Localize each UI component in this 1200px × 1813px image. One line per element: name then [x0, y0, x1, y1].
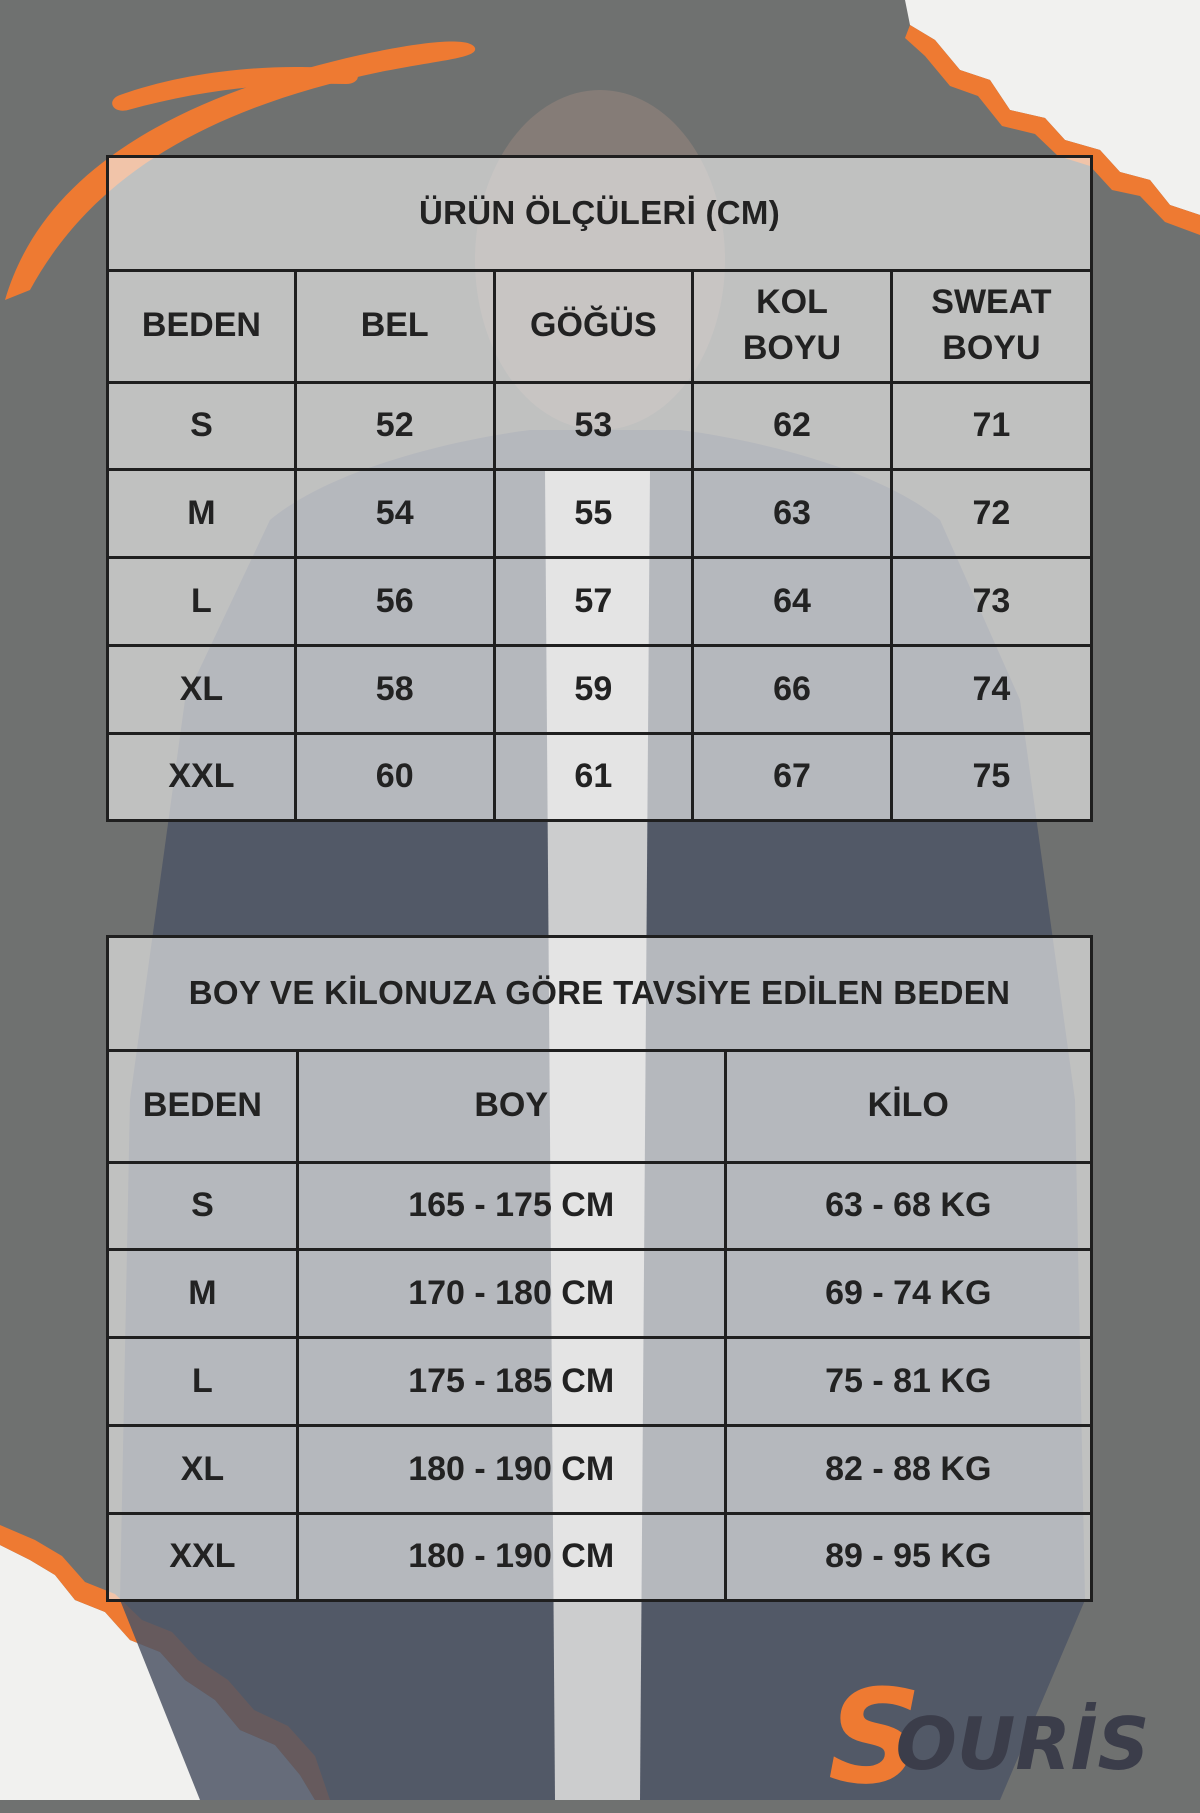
- column-header-sweat-length: [891, 270, 1090, 382]
- cell-waist: 56: [295, 558, 494, 646]
- cell-size: XL: [109, 646, 295, 734]
- cell-length: 75: [891, 734, 1090, 819]
- cell-weight: 89 - 95 KG: [725, 1514, 1090, 1599]
- table-row: [109, 1426, 1090, 1514]
- cell-chest: 55: [494, 470, 693, 558]
- cell-height: 180 - 190 CM: [297, 1426, 725, 1514]
- table-title: ÜRÜN ÖLÇÜLERİ (CM): [109, 158, 1090, 270]
- cell-weight: 82 - 88 KG: [725, 1426, 1090, 1514]
- cell-chest: 59: [494, 646, 693, 734]
- table-row: [109, 1162, 1090, 1250]
- cell-length: 72: [891, 470, 1090, 558]
- cell-height: 170 - 180 CM: [297, 1250, 725, 1338]
- cell-sleeve: 66: [693, 646, 892, 734]
- product-measurements-table: [106, 155, 1093, 822]
- cell-weight: 75 - 81 KG: [725, 1338, 1090, 1426]
- cell-size: S: [109, 382, 295, 470]
- column-header-height: BOY: [297, 1050, 725, 1162]
- cell-chest: 57: [494, 558, 693, 646]
- cell-length: 73: [891, 558, 1090, 646]
- header-line: SWEAT: [931, 283, 1052, 322]
- cell-size: L: [109, 558, 295, 646]
- cell-waist: 54: [295, 470, 494, 558]
- header-line: BOYU: [742, 329, 842, 367]
- column-header-size: BEDEN: [109, 270, 295, 382]
- cell-sleeve: 67: [693, 734, 892, 819]
- header-line: KOL: [756, 283, 828, 322]
- cell-sleeve: 63: [693, 470, 892, 558]
- cell-length: 71: [891, 382, 1090, 470]
- cell-sleeve: 62: [693, 382, 892, 470]
- cell-chest: 61: [494, 734, 693, 819]
- table-row: [109, 470, 1090, 558]
- brand-logo: [828, 1661, 1150, 1813]
- cell-size: XXL: [109, 1514, 297, 1599]
- cell-waist: 52: [295, 382, 494, 470]
- cell-size: S: [109, 1162, 297, 1250]
- cell-height: 175 - 185 CM: [297, 1338, 725, 1426]
- cell-size: XXL: [109, 734, 295, 819]
- cell-sleeve: 64: [693, 558, 892, 646]
- table-row: [109, 1250, 1090, 1338]
- cell-height: 180 - 190 CM: [297, 1514, 725, 1599]
- cell-waist: 58: [295, 646, 494, 734]
- cell-waist: 60: [295, 734, 494, 819]
- table-title: BOY VE KİLONUZA GÖRE TAVSİYE EDİLEN BEDEN: [109, 938, 1090, 1050]
- column-header-chest: GÖĞÜS: [494, 270, 693, 382]
- column-header-waist: BEL: [295, 270, 494, 382]
- cell-weight: 63 - 68 KG: [725, 1162, 1090, 1250]
- cell-weight: 69 - 74 KG: [725, 1250, 1090, 1338]
- table-row: [109, 1514, 1090, 1599]
- cell-size: M: [109, 1250, 297, 1338]
- header-line: BOYU: [942, 329, 1041, 367]
- cell-length: 74: [891, 646, 1090, 734]
- table-row: [109, 382, 1090, 470]
- column-header-sleeve-length: [693, 270, 892, 382]
- cell-height: 165 - 175 CM: [297, 1162, 725, 1250]
- column-header-weight: KİLO: [725, 1050, 1090, 1162]
- column-header-size: BEDEN: [109, 1050, 297, 1162]
- table-row: [109, 734, 1090, 819]
- table-row: [109, 558, 1090, 646]
- cell-size: L: [109, 1338, 297, 1426]
- brand-logo-initial: S: [828, 1661, 922, 1813]
- table-row: [109, 1338, 1090, 1426]
- table-row: [109, 646, 1090, 734]
- cell-chest: 53: [494, 382, 693, 470]
- brand-logo-text: OURİS: [895, 1702, 1150, 1786]
- recommended-size-table: [106, 935, 1093, 1602]
- cell-size: XL: [109, 1426, 297, 1514]
- cell-size: M: [109, 470, 295, 558]
